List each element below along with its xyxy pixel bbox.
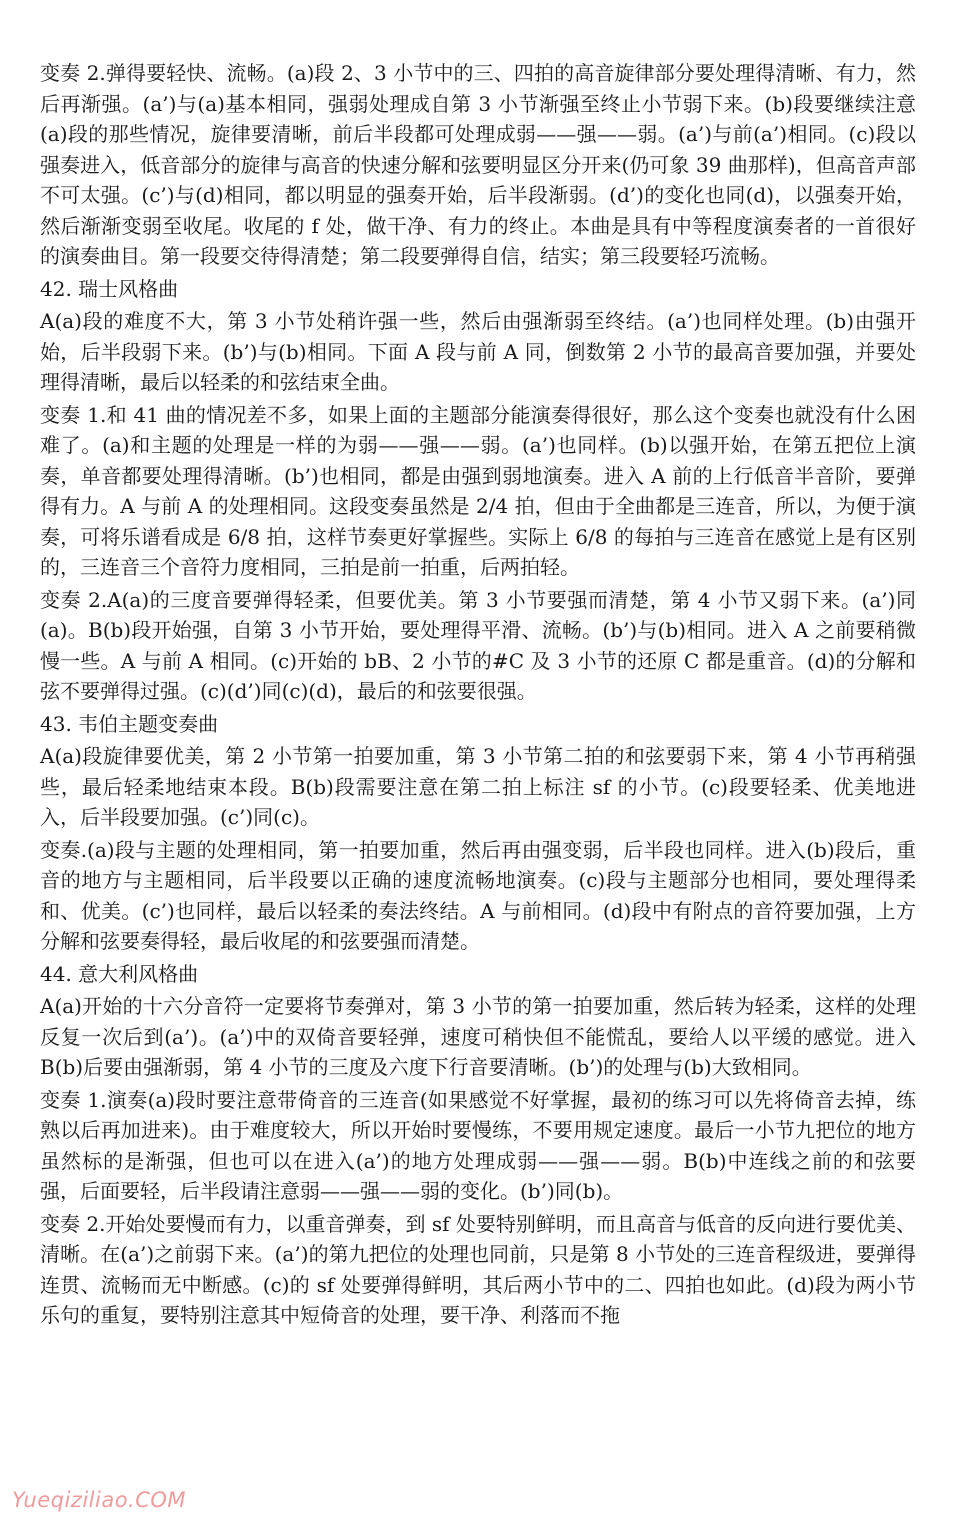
site-watermark: Yueqiziliao.COM (12, 1488, 187, 1512)
paragraph-43-variation: 变奏.(a)段与主题的处理相同，第一拍要加重，然后再由强变弱，后半段也同样。进入(b)段后，重音的地方与主题相同，后半段要以正确的速度流畅地演奏。(c)段与主题部分也相同，要处理得柔和、优美。(c’)也同样，最后以轻柔的奏法终结。A 与前相同。(d)段中有附点的音符要加强，上方分解和弦要奏得轻，最后收尾的和弦要强而清楚。 (40, 837, 916, 953)
paragraph-42-theme: A(a)段的难度不大，第 3 小节处稍许强一些，然后由强渐弱至终结。(a’)也同样处理。(b)由强开始，后半段弱下来。(b’)与(b)相同。下面 A 段与前 A 同，倒数第 2 小节的最高音要加强，并要处理得清晰，最后以轻柔的和弦结束全曲。 (40, 309, 916, 394)
paragraph-44-variation-1: 变奏 1.演奏(a)段时要注意带倚音的三连音(如果感觉不好掌握，最初的练习可以先将倚音去掉，练熟以后再加进来)。由于难度较大，所以开始时要慢练，不要用规定速度。最后一小节九把位的地方虽然标的是渐强，但也可以在进入(a’)的地方处理成弱——强——弱。B(b)中连线之前的和弦要强，后面要轻，后半段请注意弱——强——弱的变化。(b’)同(b)。 (40, 1087, 916, 1203)
paragraph-42-variation-2: 变奏 2.A(a)的三度音要弹得轻柔，但要优美。第 3 小节要强而清楚，第 4 小节又弱下来。(a’)同(a)。B(b)段开始强，自第 3 小节开始，要处理得平滑、流畅。(b’)与(b)相同。进入 A 之前要稍微慢一些。A 与前 A 相同。(c)开始的 bB、2 小节的#C 及 3 小节的还原 C 都是重音。(d)的分解和弦不要弹得过强。(c)(d’)同(c)(d)，最后的和弦要很强。 (40, 587, 916, 703)
paragraph-variation-2-intro: 变奏 2.弹得要轻快、流畅。(a)段 2、3 小节中的三、四拍的高音旋律部分要处理得清晰、有力，然后再渐强。(a’)与(a)基本相同，强弱处理成自第 3 小节渐强至终止小节弱下来。(b)段要继续注意(a)段的那些情况，旋律要清晰，前后半段都可处理成弱——强——弱。(a’)与前(a’)相同。(c)段以强奏进入，低音部分的旋律与高音的快速分解和弦要明显区分开来(仍可象 39 曲那样)，但高音声部不可太强。(c’)与(d)相同，都以明显的强奏开始，后半段渐弱。(d’)的变化也同(d)，以强奏开始，然后渐渐变弱至收尾。收尾的 f 处，做干净、有力的终止。本曲是具有中等程度演奏者的一首很好的演奏曲目。第一段要交待得清楚；第二段要弹得自信，结实；第三段要轻巧流畅。 (40, 61, 916, 268)
section-heading-43: 43. 韦伯主题变奏曲 (40, 711, 219, 736)
document-body (40, 58, 916, 1333)
paragraph-42-variation-1: 变奏 1.和 41 曲的情况差不多，如果上面的主题部分能演奏得很好，那么这个变奏也就没有什么困难了。(a)和主题的处理是一样的为弱——强——弱。(a’)也同样。(b)以强开始，在第五把位上演奏，单音都要处理得清晰。(b’)也相同，都是由强到弱地演奏。进入 A 前的上行低音半音阶，要弹得有力。A 与前 A 的处理相同。这段变奏虽然是 2/4 拍，但由于全曲都是三连音，所以，为便于演奏，可将乐谱看成是 6/8 拍，这样节奏更好掌握些。实际上 6/8 的每拍与三连音在感觉上是有区别的，三连音三个音符力度相同，三拍是前一拍重，后两拍轻。 (40, 402, 916, 579)
paragraph-44-variation-2: 变奏 2.开始处要慢而有力，以重音弹奏，到 sf 处要特别鲜明，而且高音与低音的反向进行要优美、清晰。在(a’)之前弱下来。(a’)的第九把位的处理也同前，只是第 8 小节处的三连音程级进，要弹得连贯、流畅而无中断感。(c)的 sf 处要弹得鲜明，其后两小节中的二、四拍也如此。(d)段为两小节乐句的重复，要特别注意其中短倚音的处理，要干净、利落而不拖 (40, 1211, 916, 1327)
section-heading-42: 42. 瑞士风格曲 (40, 276, 179, 301)
paragraph-43-theme: A(a)段旋律要优美，第 2 小节第一拍要加重，第 3 小节第二拍的和弦要弱下来，第 4 小节再稍强些，最后轻柔地结束本段。B(b)段需要注意在第二拍上标注 sf 的小节。(c)段要轻柔、优美地进入，后半段要加强。(c’)同(c)。 (40, 744, 916, 829)
paragraph-44-theme: A(a)开始的十六分音符一定要将节奏弹对，第 3 小节的第一拍要加重，然后转为轻柔，这样的处理反复一次后到(a’)。(a’)中的双倚音要轻弹，速度可稍快但不能慌乱，要给人以平缓的感觉。进入 B(b)后要由强渐弱，第 4 小节的三度及六度下行音要清晰。(b’)的处理与(b)大致相同。 (40, 994, 916, 1079)
section-heading-44: 44. 意大利风格曲 (40, 961, 199, 986)
